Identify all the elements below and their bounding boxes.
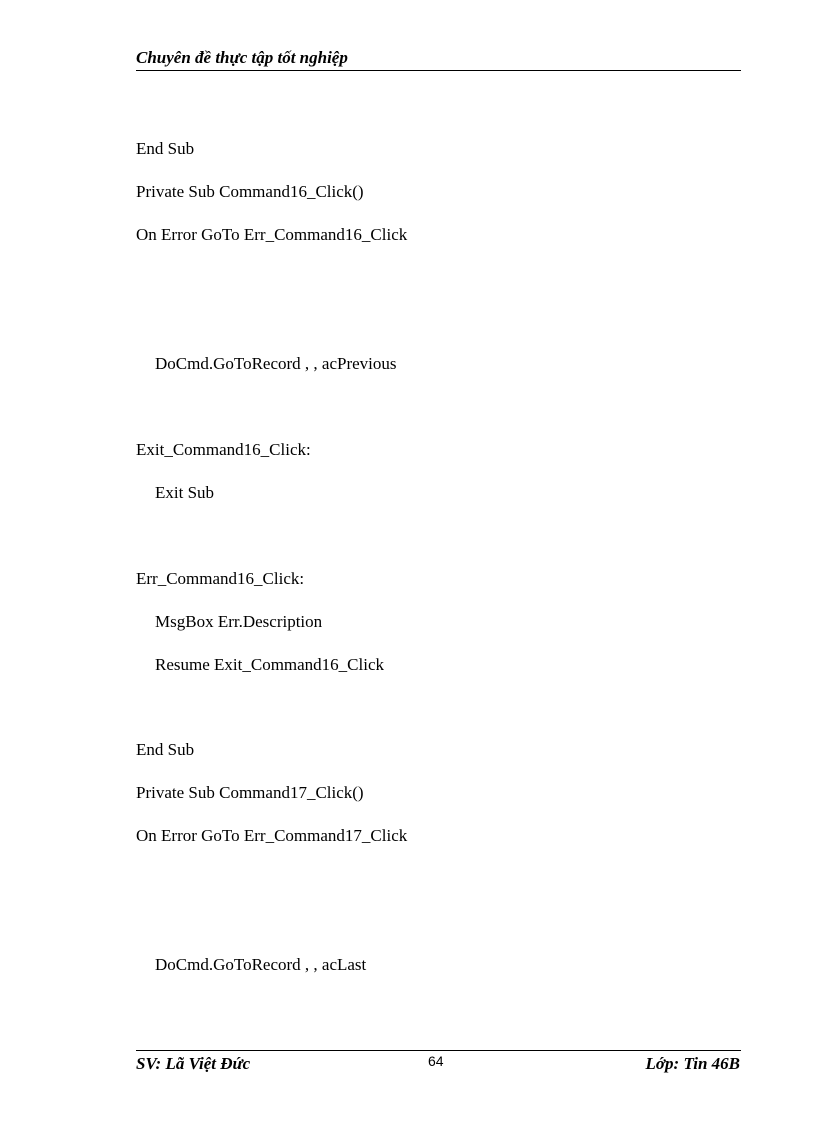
footer-student-name: SV: Lã Việt Đức [136,1054,251,1073]
header-title: Chuyên đề thực tập tốt nghiệp [136,48,348,67]
code-line-goto-previous: DoCmd.GoToRecord , , acPrevious [155,354,397,373]
code-line-goto-last: DoCmd.GoToRecord , , acLast [155,955,367,974]
page-number: 64 [428,1053,444,1069]
code-line-err-label-command16: Err_Command16_Click: [136,569,305,588]
footer-class-name: Lớp: Tin 46B [645,1054,740,1073]
code-line-resume-command16: Resume Exit_Command16_Click [155,655,385,674]
header-divider [136,70,741,71]
code-line-exit-sub: Exit Sub [155,483,215,502]
code-line-on-error-command16: On Error GoTo Err_Command16_Click [136,225,408,244]
code-line-sub-command16: Private Sub Command16_Click() [136,182,364,201]
code-line-end-sub: End Sub [136,139,195,158]
code-line-on-error-command17: On Error GoTo Err_Command17_Click [136,826,408,845]
code-line-end-sub-2: End Sub [136,740,195,759]
code-line-exit-label-command16: Exit_Command16_Click: [136,440,311,459]
code-line-msgbox: MsgBox Err.Description [155,612,323,631]
code-line-sub-command17: Private Sub Command17_Click() [136,783,364,802]
footer-divider [136,1050,741,1051]
